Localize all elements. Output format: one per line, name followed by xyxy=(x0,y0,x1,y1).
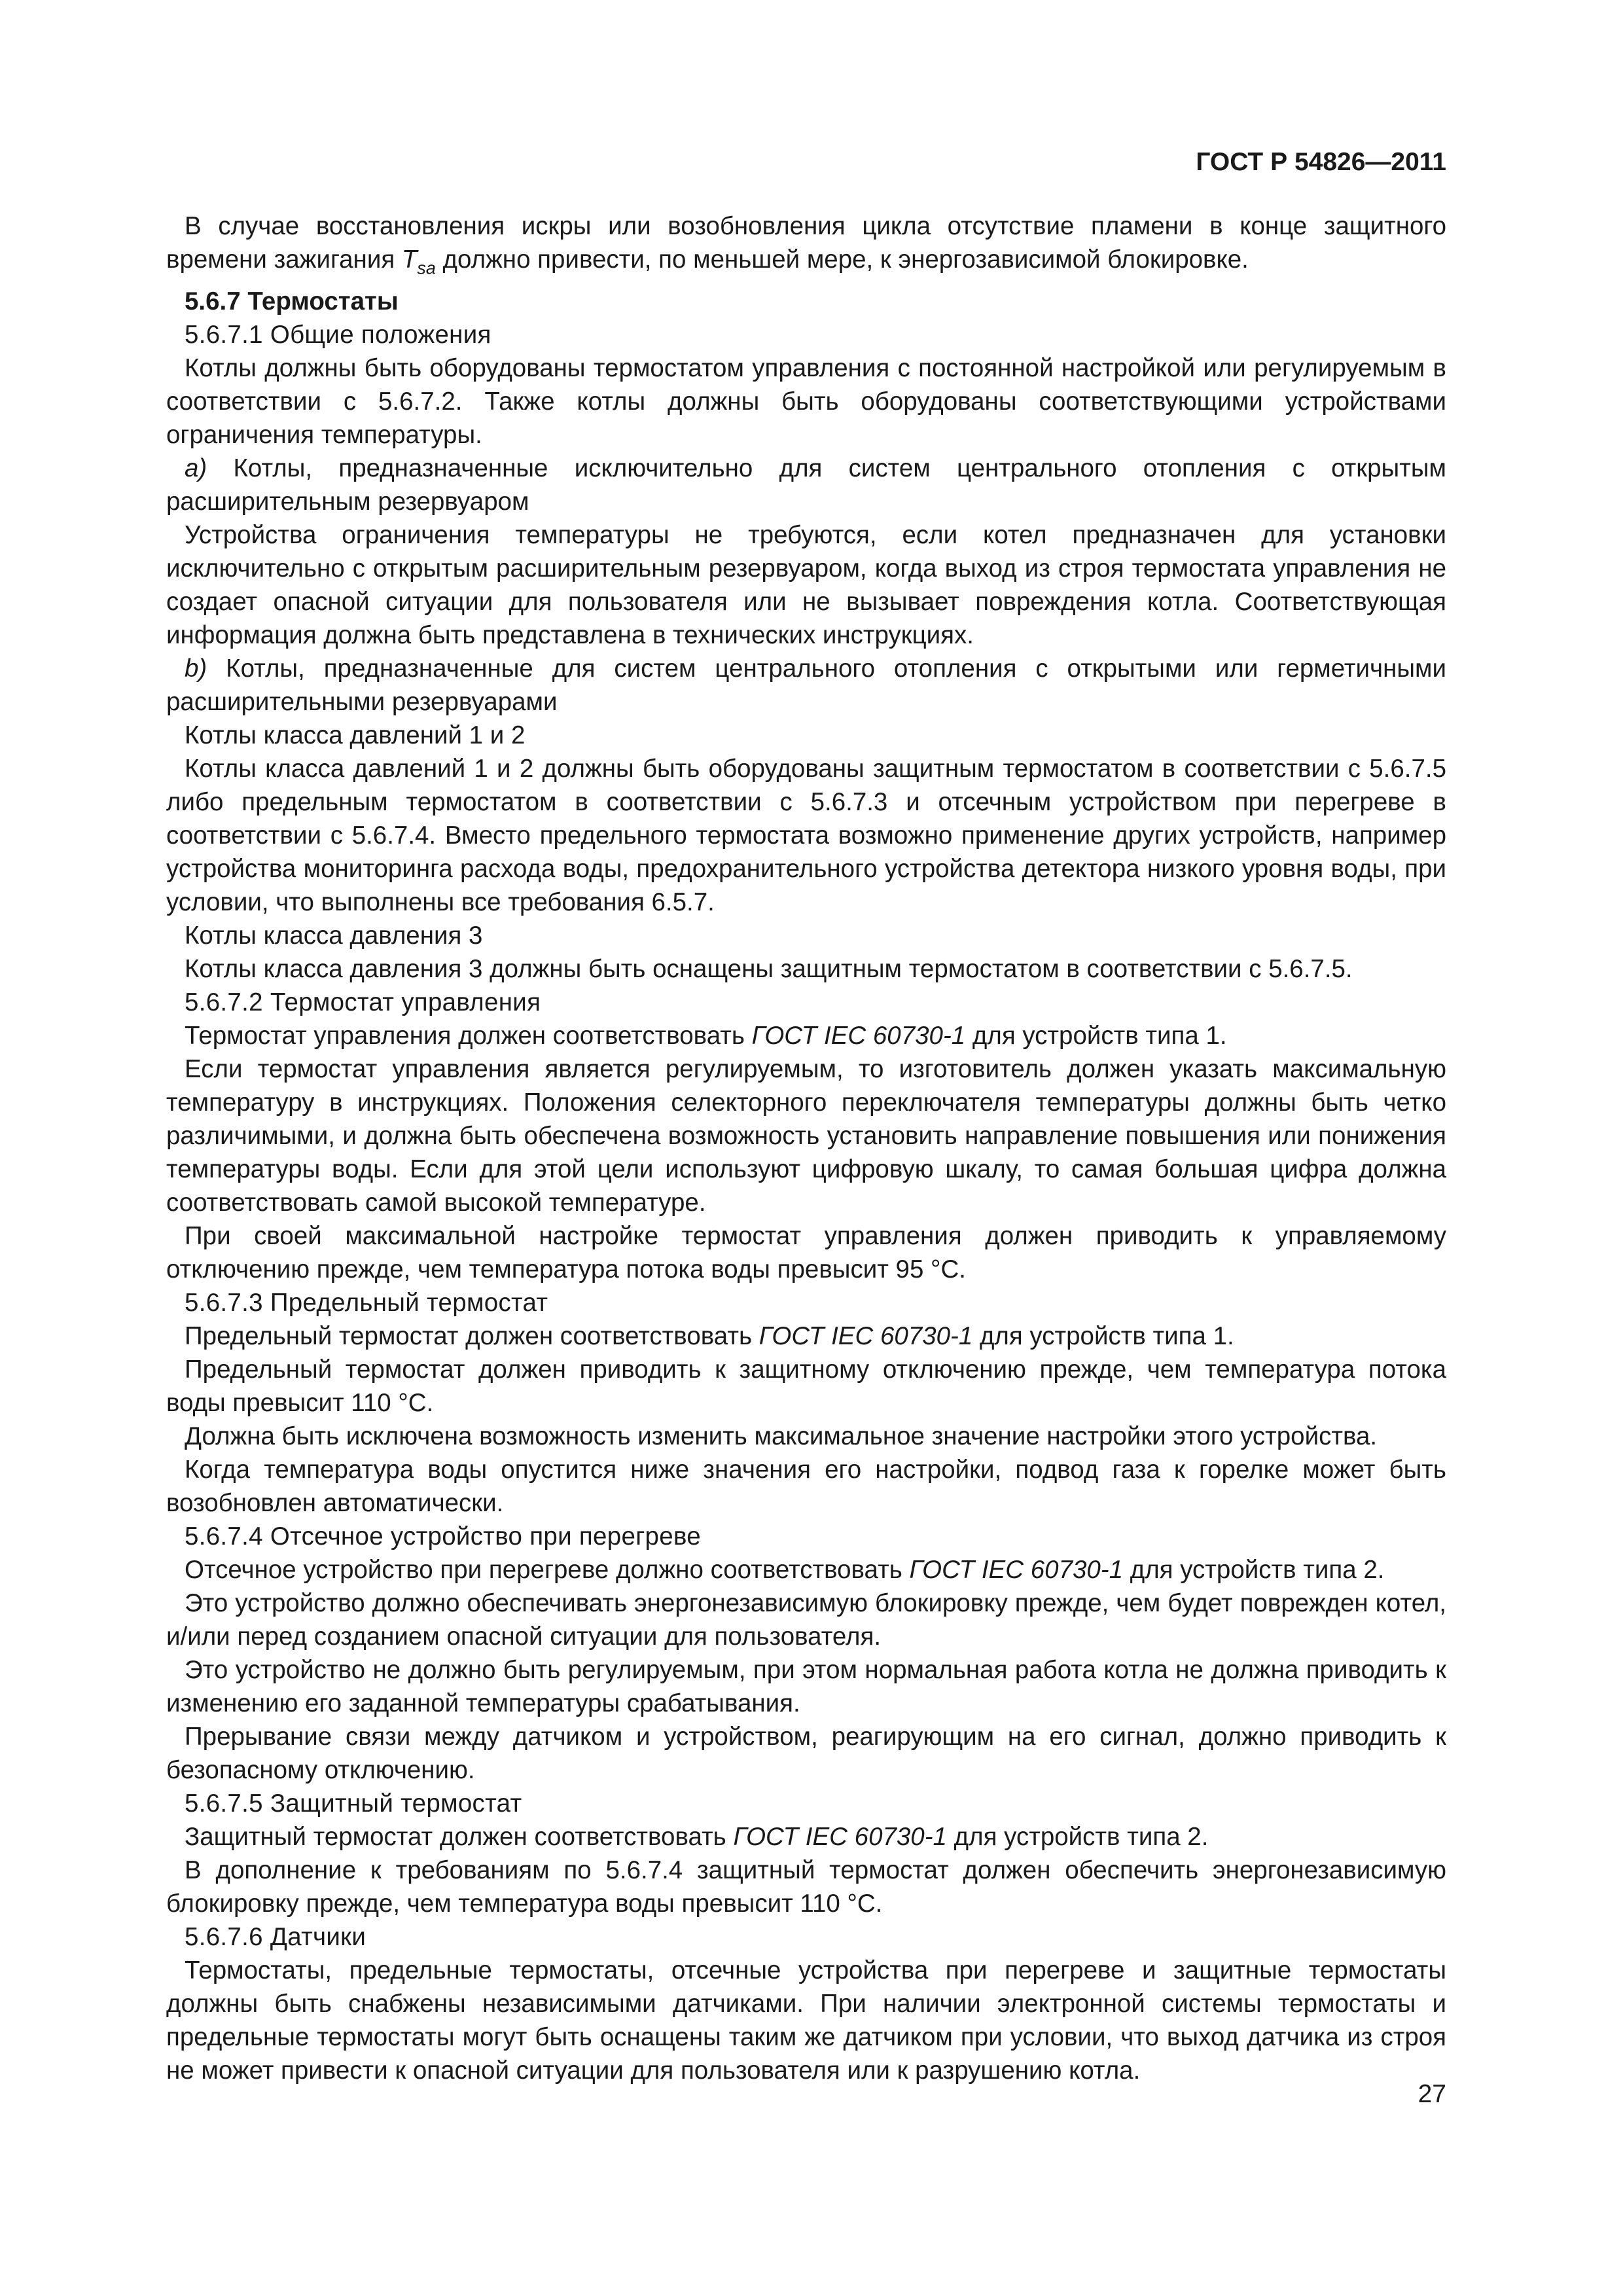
paragraph: Должна быть исключена возможность изменить максимальное значение настройки этого устройства. xyxy=(185,1422,1378,1451)
standard-reference: ГОСТ IEC 60730-1 xyxy=(751,1022,966,1050)
paragraph: Прерывание связи между датчиком и устройством, реагирующим на его сигнал, должно приводить к безопасному отключению. xyxy=(166,1723,1446,1785)
standard-reference: ГОСТ IEC 60730-1 xyxy=(758,1322,973,1351)
paragraph: Устройства ограничения температуры не требуются, если котел предназначен для установки исключительно с открытым расширительным резервуаром, когда выход из строя термостата управления не создает опасной ситуации для пользователя или не вызывает повреждения котла. Соответствующая информация должна быть представлена в технических инструкциях. xyxy=(166,521,1446,650)
subheading: Котлы класса давлений 1 и 2 xyxy=(185,721,526,750)
page-number: 27 xyxy=(1418,2080,1446,2108)
clause-heading: 5.6.7.2 Термостат управления xyxy=(185,988,541,1017)
list-item-a: а) Котлы, предназначенные исключительно для систем центрального отопления с открытым расширительным резервуаром xyxy=(166,454,1446,516)
paragraph: Котлы должны быть оборудованы термостатом управления с постоянной настройкой или регулируемым в соответствии с 5.6.7.2. Также котлы должны быть оборудованы соответствующими устройствами ограничения температуры. xyxy=(166,354,1446,450)
paragraph: Предельный термостат должен соответствовать ГОСТ IEC 60730-1 для устройств типа 1. xyxy=(185,1322,1234,1351)
paragraph: Котлы класса давления 3 должны быть оснащены защитным термостатом в соответствии с 5.6.7.5. xyxy=(185,955,1353,984)
paragraph: Предельный термостат должен приводить к защитному отключению прежде, чем температура потока воды превысит 110 °С. xyxy=(166,1355,1446,1418)
clause-heading: 5.6.7.6 Датчики xyxy=(185,1923,366,1952)
clause-heading: 5.6.7.3 Предельный термостат xyxy=(185,1289,548,1318)
document-body xyxy=(166,209,1446,2087)
list-item-b: b) Котлы, предназначенные для систем центрального отопления с открытыми или герметичными расширительными резервуарами xyxy=(166,655,1446,717)
clause-heading: 5.6.7.4 Отсечное устройство при перегреве xyxy=(185,1522,701,1551)
paragraph: В дополнение к требованиям по 5.6.7.4 защитный термостат должен обеспечить энергонезависимую блокировку прежде, чем температура воды превысит 110 °С. xyxy=(166,1856,1446,1918)
clause-heading: 5.6.7.5 Защитный термостат xyxy=(185,1789,522,1818)
section-heading: 5.6.7 Термостаты xyxy=(185,287,399,316)
paragraph: Это устройство должно обеспечивать энергонезависимую блокировку прежде, чем будет поврежден котел, и/или перед созданием опасной ситуации для пользователя. xyxy=(166,1589,1446,1651)
paragraph: В случае восстановления искры или возобновления цикла отсутствие пламени в конце защитного времени зажигания $T_{sa}$ должно привести, по меньшей мере, к энергозависимой блокировке. xyxy=(166,212,1446,278)
paragraph: При своей максимальной настройке термостат управления должен приводить к управляемому отключению прежде, чем температура потока воды превысит 95 °С. xyxy=(166,1222,1446,1284)
paragraph: Защитный термостат должен соответствовать ГОСТ IEC 60730-1 для устройств типа 2. xyxy=(185,1823,1209,1852)
standard-reference: ГОСТ IEC 60730-1 xyxy=(733,1823,947,1852)
paragraph: Если термостат управления является регулируемым, то изготовитель должен указать максимальную температуру в инструкциях. Положения селекторного переключателя температуры должны быть четко различимыми, и должна быть обеспечена возможность установить направление повышения или понижения температуры воды. Если для этой цели используют цифровую шкалу, то самая большая цифра должна соответствовать самой высокой температуре. xyxy=(166,1055,1446,1217)
symbol-t: T xyxy=(401,245,418,274)
paragraph: Отсечное устройство при перегреве должно соответствовать ГОСТ IEC 60730-1 для устройств типа 2. xyxy=(185,1556,1385,1585)
document-header: ГОСТ Р 54826—2011 xyxy=(1196,148,1446,176)
paragraph: Котлы класса давлений 1 и 2 должны быть оборудованы защитным термостатом в соответствии с 5.6.7.5 либо предельным термостатом в соответствии с 5.6.7.3 и отсечным устройством при перегреве в соответствии с 5.6.7.4. Вместо предельного термостата возможно применение других устройств, например устройства мониторинга расхода воды, предохранительного устройства детектора низкого уровня воды, при условии, что выполнены все требования 6.5.7. xyxy=(166,755,1446,917)
symbol-subscript: sa xyxy=(417,258,436,278)
clause-heading: 5.6.7.1 Общие положения xyxy=(185,321,491,350)
paragraph: Это устройство не должно быть регулируемым, при этом нормальная работа котла не должна приводить к изменению его заданной температуры срабатывания. xyxy=(166,1656,1446,1718)
paragraph: Термостат управления должен соответствовать ГОСТ IEC 60730-1 для устройств типа 1. xyxy=(185,1022,1227,1050)
paragraph: Термостаты, предельные термостаты, отсечные устройства при перегреве и защитные термостаты должны быть снабжены независимыми датчиками. При наличии электронной системы термостаты и предельные термостаты могут быть оснащены таким же датчиком при условии, что выход датчика из строя не может привести к опасной ситуации для пользователя или к разрушению котла. xyxy=(166,1956,1446,2085)
standard-reference: ГОСТ IEC 60730-1 xyxy=(909,1556,1124,1585)
subheading: Котлы класса давления 3 xyxy=(185,922,483,950)
paragraph: Когда температура воды опустится ниже значения его настройки, подвод газа к горелке может быть возобновлен автоматически. xyxy=(166,1456,1446,1518)
